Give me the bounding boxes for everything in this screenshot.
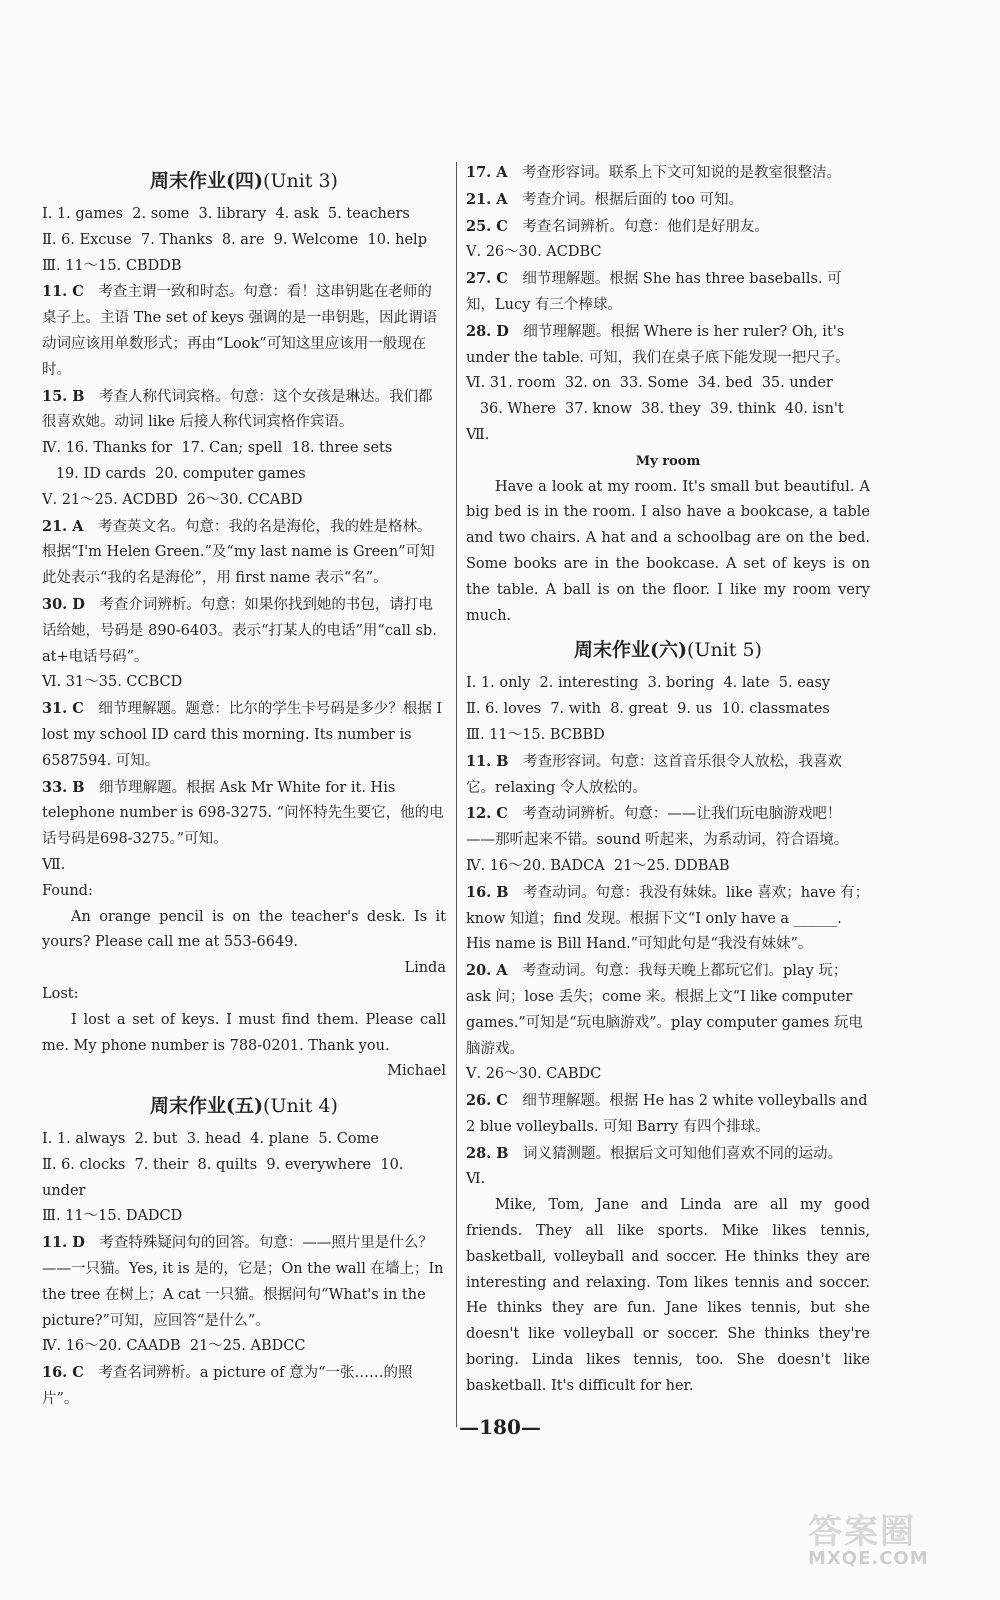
watermark-logo-text: 答案圈 — [808, 1512, 916, 1552]
explanation: 11. D 考查特殊疑问句的回答。句意：——照片里是什么？——一只猫。Yes, it is 是的，它是；On the wall 在墙上；In the tree 在树上；A cat 一只猫。根据问句“What's in the picture?”可知，应回答“是什么”。 — [42, 1234, 444, 1329]
answer-line: Ⅵ. 31～35. CCBCD — [42, 674, 183, 691]
answer-line: Ⅱ. 6. loves 7. with 8. great 9. us 10. classmates — [466, 701, 830, 718]
watermark-logo — [808, 1512, 978, 1582]
answer-line: Ⅰ. 1. always 2. but 3. head 4. plane 5. Come — [42, 1131, 379, 1148]
right-column — [466, 160, 870, 1400]
answer-line: Ⅲ. 11～15. DADCD — [42, 1208, 183, 1225]
answer-line: Ⅴ. 21～25. ACDBD 26～30. CCABD — [42, 491, 303, 508]
lost-label: Lost: — [42, 985, 79, 1002]
explanation: 15. B 考查人称代词宾格。句意：这个女孩是琳达。我们都很喜欢她。动词 like 后接人称代词宾格作宾语。 — [42, 387, 433, 431]
answer-line: Ⅳ. 16～20. CAADB 21～25. ABDCC — [42, 1338, 306, 1355]
explanation: 33. B 细节理解题。根据 Ask Mr White for it. His telephone number is 698-3275. “问怀特先生要它，他的电话号码是698-3275。”可知。 — [42, 778, 444, 848]
section-title-week4: 周末作业(四)(Unit 3) — [150, 170, 338, 192]
answer-line: Ⅰ. 1. only 2. interesting 3. boring 4. late 5. easy — [466, 675, 831, 692]
answer-line: Ⅳ. 16～20. BADCA 21～25. DDBAB — [466, 857, 730, 874]
essay-paragraph: Have a look at my room. It's small but beautiful. A big bed is in the room. I also have a bookcase, a table and two chairs. A hat and a schoolbag are on the bed. Some books are in the bookcase. A set of keys is on the table. A ball is on the floor. I like my room very much. — [466, 478, 870, 624]
answer-line: 19. ID cards 20. computer games — [42, 465, 306, 482]
essay-title: My room — [635, 453, 701, 469]
explanation: 21. A 考查介词。根据后面的 too 可知。 — [466, 190, 744, 208]
left-column — [42, 160, 446, 1413]
explanation: 28. B 词义猜测题。根据后文可知他们喜欢不同的运动。 — [466, 1144, 843, 1162]
column-divider — [456, 162, 457, 1427]
section-title-week5: 周末作业(五)(Unit 4) — [150, 1095, 338, 1118]
answer-line: Ⅳ. 16. Thanks for 17. Can; spell 18. three sets — [42, 440, 393, 457]
answer-line: Ⅱ. 6. clocks 7. their 8. quilts 9. everywhere 10. under — [42, 1156, 409, 1199]
answer-line: Ⅶ. — [42, 856, 66, 873]
found-notice: An orange pencil is on the teacher's desk. Is it yours? Please call me at 553-6649. — [42, 908, 446, 951]
found-label: Found: — [42, 882, 93, 899]
explanation: 25. C 考查名词辨析。句意：他们是好朋友。 — [466, 217, 769, 235]
answer-line: Ⅵ. 31. room 32. on 33. Some 34. bed 35. under — [466, 375, 833, 392]
answer-line: Ⅲ. 11～15. CBDDB — [42, 257, 182, 274]
explanation: 17. A 考查形容词。联系上下文可知说的是教室很整洁。 — [466, 164, 842, 181]
explanation: 12. C 考查动词辨析。句意：——让我们玩电脑游戏吧！——那听起来不错。sound 听起来，为系动词，符合语境。 — [466, 805, 849, 849]
page-number: —180— — [459, 1415, 541, 1439]
answer-line: Ⅵ. — [466, 1171, 486, 1188]
explanation: 20. A 考查动词。句意：我每天晚上都玩它们。play 玩；ask 问；lose 丢失；come 来。根据上文“I like computer games.”可知是“玩电脑游戏”。play computer games 玩电脑游戏。 — [466, 962, 863, 1057]
answer-line: Ⅴ. 26～30. ACDBC — [466, 244, 602, 261]
lost-notice: I lost a set of keys. I must find them. Please call me. My phone number is 788-0201. Thank you. — [42, 1011, 446, 1054]
answer-line: Ⅶ. — [466, 426, 490, 443]
answer-line: Ⅲ. 11～15. BCBBD — [466, 726, 605, 743]
answer-line: Ⅱ. 6. Excuse 7. Thanks 8. are 9. Welcome 10. help — [42, 231, 427, 248]
explanation: 16. B 考查动词。句意：我没有妹妹。like 喜欢；have 有；know 知道；find 发现。根据下文“I only have a ______. His name is Bill Hand.”可知此句是“我没有妹妹”。 — [466, 883, 870, 953]
answer-line: Ⅴ. 26～30. CABDC — [466, 1066, 602, 1083]
explanation: 27. C 细节理解题。根据 She has three baseballs. 可知，Lucy 有三个棒球。 — [466, 270, 842, 313]
explanation: 21. A 考查英文名。句意：我的名是海伦，我的姓是格林。根据“I'm Helen Green.”及“my last name is Green”可知此处表示“我的名是海伦”，用 first name 表示“名”。 — [42, 517, 435, 587]
explanation: 16. C 考查名词辨析。a picture of 意为“一张……的照片”。 — [42, 1364, 413, 1408]
watermark-url: MXQE.COM — [808, 1547, 929, 1569]
signature: Linda — [404, 960, 446, 977]
answer-line: 36. Where 37. know 38. they 39. think 40. isn't — [466, 401, 844, 418]
explanation: 28. D 细节理解题。根据 Where is her ruler? Oh, it's under the table. 可知，我们在桌子底下能发现一把尺子。 — [466, 322, 850, 366]
essay-paragraph: Mike, Tom, Jane and Linda are all my good friends. They all like sports. Mike likes tennis, basketball, volleyball and soccer. He thinks they are interesting and relaxing. Tom likes tennis and soccer. He thinks they are fun. Jane likes tennis, but she doesn't like volleyball or soccer. She thinks they're boring. Linda likes tennis, too. She doesn't like basketball. It's difficult for her. — [466, 1197, 870, 1394]
explanation: 26. C 细节理解题。根据 He has 2 white volleyballs and 2 blue volleyballs. 可知 Barry 有四个排球。 — [466, 1092, 868, 1135]
explanation: 11. C 考查主谓一致和时态。句意：看！这串钥匙在老师的桌子上。主语 The set of keys 强调的是一串钥匙，因此谓语动词应该用单数形式；再由“Look”可知这里应该用一般现在时。 — [42, 283, 438, 378]
explanation: 31. C 细节理解题。题意：比尔的学生卡号码是多少？根据 I lost my school ID card this morning. Its number is 6587594. 可知。 — [42, 700, 443, 769]
answer-line: Ⅰ. 1. games 2. some 3. library 4. ask 5. teachers — [42, 206, 410, 222]
section-title-week6: 周末作业(六)(Unit 5) — [574, 639, 762, 662]
explanation: 11. B 考查形容词。句意：这首音乐很令人放松，我喜欢它。relaxing 令人放松的。 — [466, 752, 843, 796]
signature: Michael — [387, 1063, 446, 1080]
explanation: 30. D 考查介词辨析。句意：如果你找到她的书包，请打电话给她，号码是 890-6403。表示“打某人的电话”用“call sb. at+电话号码”。 — [42, 595, 437, 665]
